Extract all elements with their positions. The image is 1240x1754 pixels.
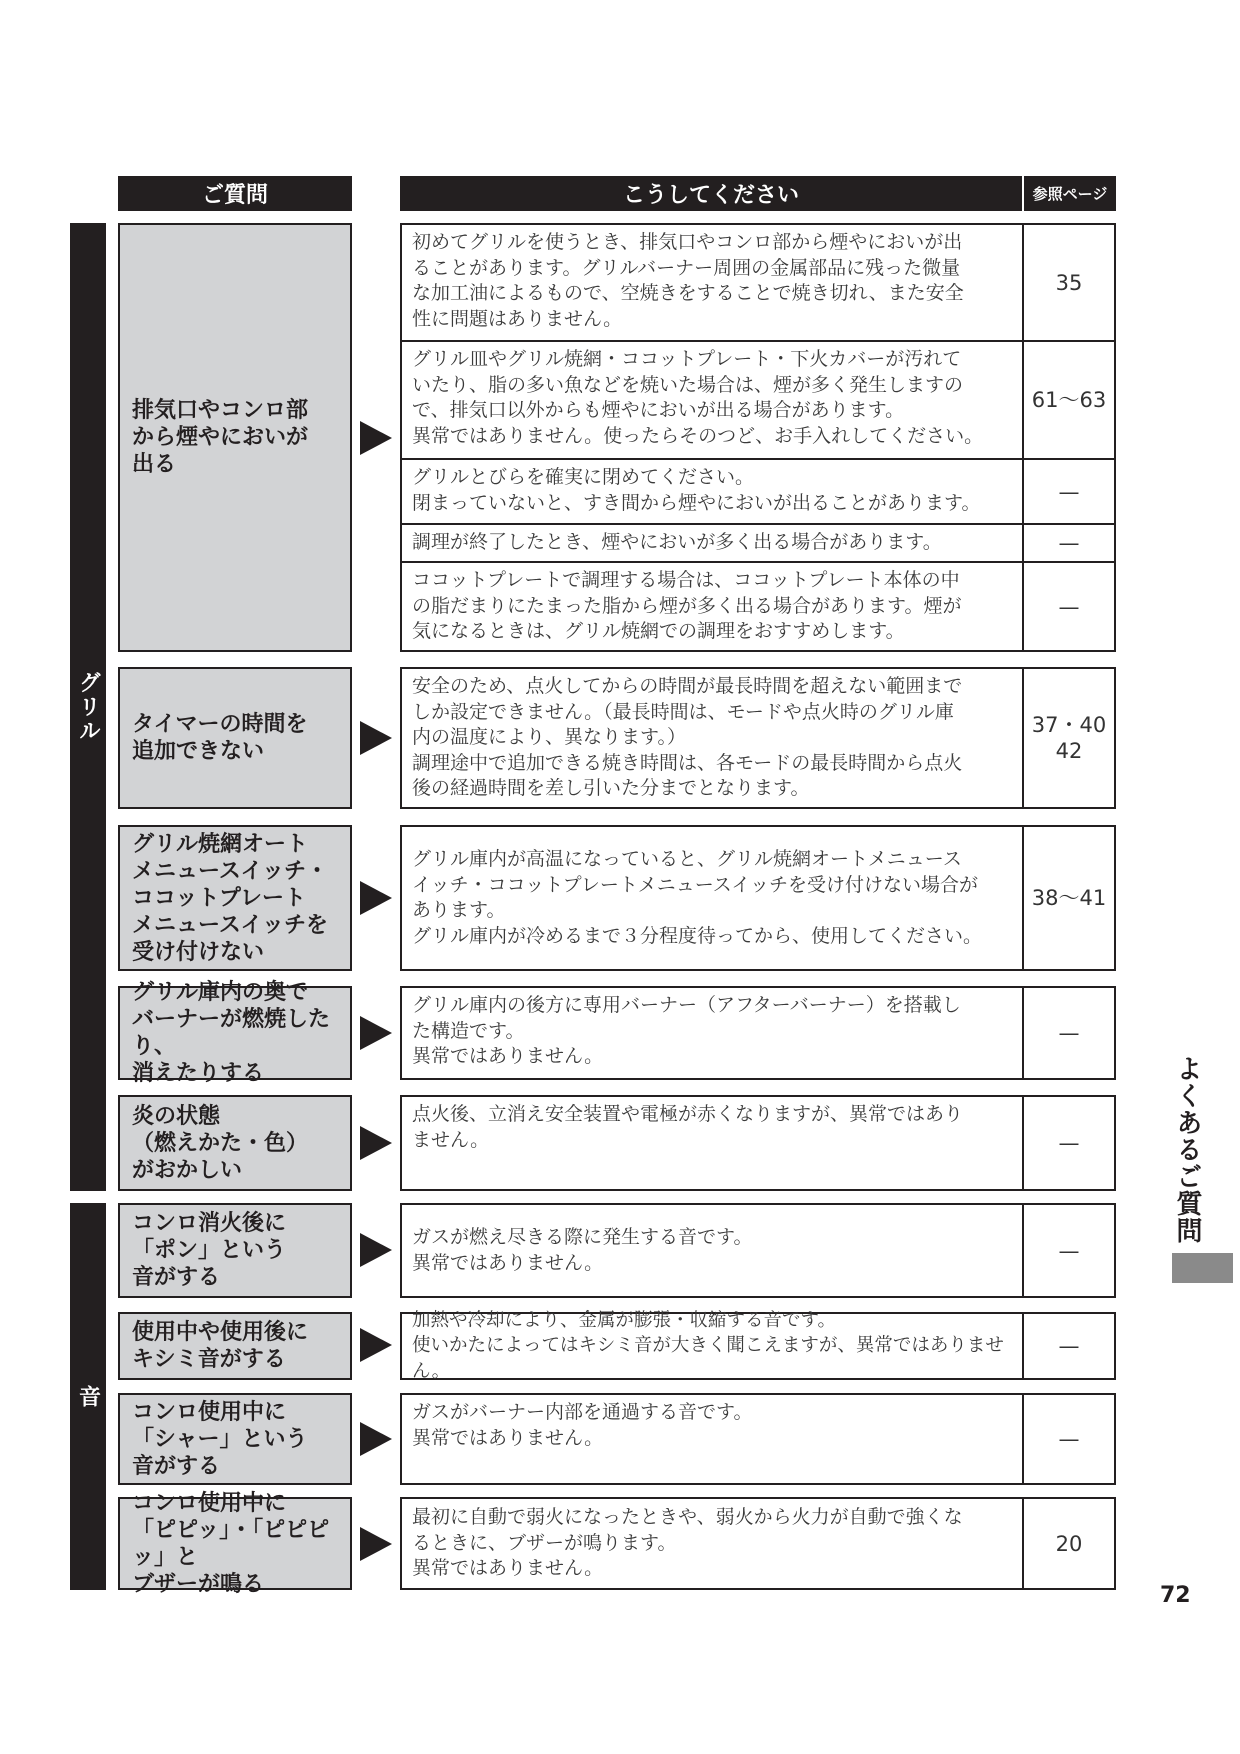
answer-group — [400, 1095, 1116, 1191]
arrow-icon — [360, 721, 392, 755]
answer-text: グリル庫内の後方に専用バーナー（アフターバーナー）を搭載し た構造です。 異常ではありません。 — [402, 988, 1024, 1078]
answer-row — [402, 561, 1114, 650]
arrow-icon — [360, 1422, 392, 1456]
category-sound: 音 — [70, 1203, 106, 1590]
arrow-icon — [360, 421, 392, 455]
ref-page: 35 — [1055, 270, 1083, 295]
answer-row — [402, 1097, 1114, 1189]
answer-row — [402, 340, 1114, 458]
ref-page: 38～41 — [1031, 886, 1107, 910]
answer-text: グリル庫内が高温になっていると、グリル焼網オートメニュース イッチ・ココットプレートメニュースイッチを受け付けない場合が あります。 グリル庫内が冷めるまで３分程度待ってから、使用してください。 — [402, 827, 1024, 969]
page-number: 72 — [1160, 1583, 1191, 1608]
arrow-icon — [360, 1016, 392, 1050]
question-box: コンロ消火後に 「ポン」という 音がする — [118, 1203, 352, 1298]
arrow-icon — [360, 1328, 392, 1362]
ref-page: — — [1058, 1427, 1080, 1451]
ref-page: — — [1058, 1131, 1080, 1155]
ref-page: — — [1058, 1021, 1080, 1045]
answer-group — [400, 1393, 1116, 1485]
ref-page: 37・40 42 — [1031, 713, 1107, 763]
answer-row — [402, 1499, 1114, 1588]
answer-text: グリル皿やグリル焼網・ココットプレート・下火カバーが汚れて いたり、脂の多い魚などを焼いた場合は、煙が多く発生しますの で、排気口以外からも煙やにおいが出る場合があります。 異常ではありません。使ったらそのつど、お手入れしてください。 — [402, 342, 1024, 458]
question-box: グリル庫内の奥で バーナーが燃焼したり、 消えたりする — [118, 986, 352, 1080]
header-ref: 参照ページ — [1024, 176, 1116, 211]
question-box: 炎の状態 （燃えかた・色） がおかしい — [118, 1095, 352, 1191]
question-box: 排気口やコンロ部 から煙やにおいが 出る — [118, 223, 352, 652]
answer-row — [402, 458, 1114, 523]
category-grill: グリル — [70, 223, 106, 1191]
header-answer: こうしてください — [400, 176, 1022, 211]
answer-row — [402, 669, 1114, 807]
question-box: コンロ使用中に 「ピピッ」・「ピピピッ」と ブザーが鳴る — [118, 1497, 352, 1590]
answer-text: 最初に自動で弱火になったときや、弱火から火力が自動で強くな るときに、ブザーが鳴ります。 異常ではありません。 — [402, 1499, 1024, 1588]
header-question: ご質問 — [118, 176, 352, 211]
ref-page: — — [1058, 479, 1080, 504]
answer-text: 加熱や冷却により、金属が膨張・収縮する音です。 使いかたによってはキシミ音が大きく聞こえますが、異常ではありません。 — [402, 1314, 1024, 1378]
answer-row — [402, 988, 1114, 1078]
arrow-icon — [360, 881, 392, 915]
question-box: グリル焼網オート メニュースイッチ・ ココットプレート メニュースイッチを 受け付けない — [118, 825, 352, 971]
ref-page: — — [1058, 594, 1080, 619]
ref-page: — — [1058, 531, 1080, 555]
answer-text: ココットプレートで調理する場合は、ココットプレート本体の中 の脂だまりにたまった脂から煙が多く出る場合があります。煙が 気になるときは、グリル焼網での調理をおすすめします。 — [402, 563, 1024, 650]
answer-group — [400, 1497, 1116, 1590]
answer-row — [402, 827, 1114, 969]
answer-text: 初めてグリルを使うとき、排気口やコンロ部から煙やにおいが出 ることがあります。グリルバーナー周囲の金属部品に残った微量 な加工油によるもので、空焼きをすることで焼き切れ、また安全 性に問題はありません。 — [402, 225, 1024, 340]
arrow-icon — [360, 1527, 392, 1561]
ref-page: — — [1058, 1334, 1080, 1358]
answer-text: 点火後、立消え安全装置や電極が赤くなりますが、異常ではあり ません。 — [402, 1097, 1024, 1189]
answer-group — [400, 1203, 1116, 1298]
question-box: 使用中や使用後に キシミ音がする — [118, 1312, 352, 1380]
arrow-icon — [360, 1126, 392, 1160]
answer-text: ガスがバーナー内部を通過する音です。 異常ではありません。 — [402, 1395, 1024, 1483]
section-tab-marker — [1172, 1253, 1233, 1283]
answer-row — [402, 225, 1114, 340]
answer-text: 安全のため、点火してからの時間が最長時間を超えない範囲まで しか設定できません。（最長時間は、モードや点火時のグリル庫 内の温度により、異なります。） 調理途中で追加できる焼き時間は、各モードの最長時間から点火 後の経過時間を差し引いた分までとなります。 — [402, 669, 1024, 807]
answer-row — [402, 1309, 1114, 1382]
section-side-title: よくあるご質問 — [1172, 1055, 1202, 1244]
answer-group — [400, 223, 1116, 652]
question-box: コンロ使用中に 「シャー」という 音がする — [118, 1393, 352, 1485]
answer-row — [402, 1205, 1114, 1296]
ref-page: 20 — [1055, 1531, 1083, 1556]
answer-group — [400, 1309, 1116, 1382]
answer-text: グリルとびらを確実に閉めてください。 閉まっていないと、すき間から煙やにおいが出ることがあります。 — [402, 460, 1024, 523]
ref-page: — — [1058, 1238, 1080, 1263]
answer-row — [402, 1395, 1114, 1483]
ref-page: 61～63 — [1031, 388, 1107, 412]
answer-group — [400, 667, 1116, 809]
question-box: タイマーの時間を 追加できない — [118, 667, 352, 809]
answer-row — [402, 523, 1114, 561]
answer-group — [400, 986, 1116, 1080]
answer-text: ガスが燃え尽きる際に発生する音です。 異常ではありません。 — [402, 1205, 1024, 1296]
arrow-icon — [360, 1233, 392, 1267]
answer-text: 調理が終了したとき、煙やにおいが多く出る場合があります。 — [402, 525, 1024, 561]
answer-group — [400, 825, 1116, 971]
